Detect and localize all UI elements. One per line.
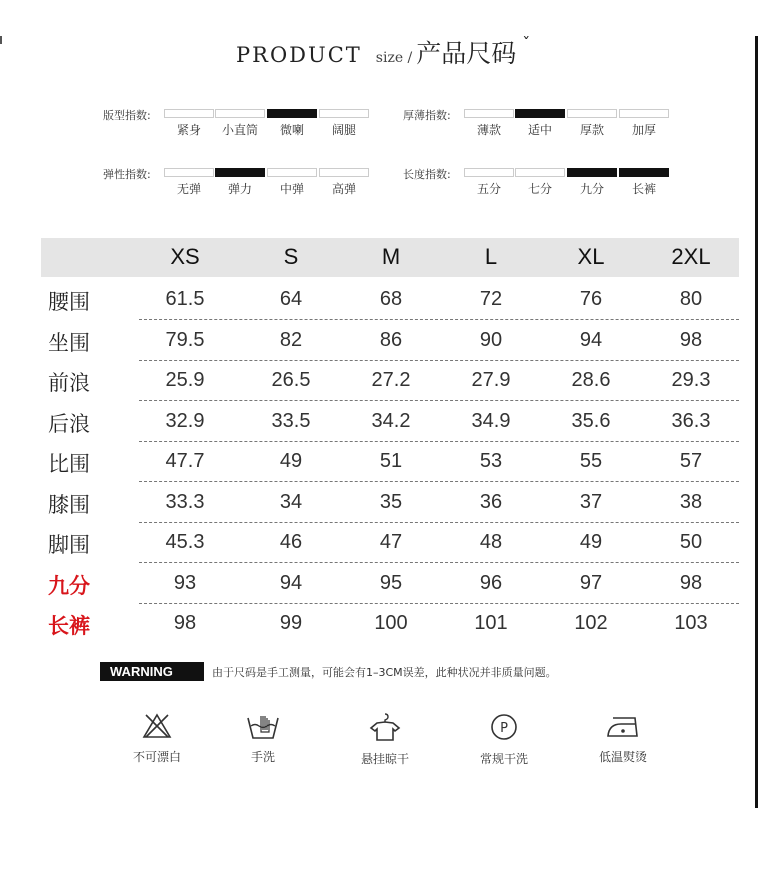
index-option: 七分	[527, 182, 552, 196]
table-cell: 27.2	[371, 369, 411, 391]
table-cell: 25.9	[165, 369, 205, 391]
table-cell: 51	[379, 450, 403, 472]
table-cell: 46	[279, 531, 303, 553]
table-cell: 95	[379, 571, 403, 594]
page-title	[236, 34, 530, 74]
table-cell: 98	[679, 571, 703, 594]
table-cell: 97	[579, 571, 603, 594]
index-indicator	[215, 109, 265, 118]
care-item	[112, 712, 202, 765]
index-indicator	[319, 109, 369, 118]
table-cell: 35.6	[571, 409, 611, 432]
care-item	[459, 712, 549, 767]
table-row	[41, 523, 739, 563]
index-option: 高弹	[331, 182, 356, 196]
table-cell: 33.3	[165, 490, 205, 513]
index-option: 中弹	[279, 182, 304, 196]
index-indicator	[464, 109, 514, 118]
table-cell: 100	[374, 612, 408, 634]
table-row	[41, 280, 739, 320]
index-indicator	[515, 168, 565, 177]
table-cell: 94	[279, 571, 303, 594]
table-cell: 33.5	[271, 409, 311, 432]
table-cell: 61.5	[165, 288, 205, 310]
table-cell: 55	[579, 450, 603, 472]
index-indicator	[267, 109, 317, 118]
thickness-index	[403, 107, 703, 147]
table-cell: 29.3	[671, 369, 711, 391]
care-label: 不可漂白	[132, 750, 181, 764]
table-cell: 50	[679, 531, 703, 553]
index-indicator	[319, 168, 369, 177]
row-label: 脚围	[48, 533, 90, 557]
table-cell: 96	[479, 571, 503, 594]
table-cell: 34.9	[471, 409, 511, 432]
title-chevron: ˇ	[522, 34, 531, 53]
table-cell: 79.5	[165, 328, 205, 351]
row-label: 坐围	[48, 330, 90, 355]
size-column-header: M	[381, 244, 401, 269]
table-row	[41, 483, 739, 523]
index-option: 无弹	[176, 182, 201, 196]
table-cell: 101	[474, 612, 508, 634]
edge-mark	[0, 36, 2, 44]
index-option: 加厚	[631, 123, 656, 137]
low-iron-icon	[605, 712, 641, 740]
size-column-header: XS	[170, 244, 200, 269]
table-cell: 34.2	[371, 409, 411, 432]
hang-dry-icon	[368, 712, 402, 742]
table-row	[41, 442, 739, 482]
table-cell: 82	[279, 328, 303, 351]
table-cell: 36	[479, 490, 503, 513]
warning-notice	[100, 661, 557, 681]
care-item	[578, 712, 668, 765]
index-option: 小直筒	[221, 123, 258, 137]
hand-wash-icon	[246, 712, 280, 740]
row-label: 长裤	[48, 614, 90, 638]
table-row	[41, 604, 739, 644]
table-cell: 103	[674, 612, 708, 634]
table-cell: 80	[679, 288, 703, 310]
index-indicator	[267, 168, 317, 177]
index-indicator	[464, 168, 514, 177]
table-cell: 38	[679, 490, 703, 513]
table-cell: 27.9	[471, 369, 511, 391]
care-item	[218, 712, 308, 765]
length-index	[403, 166, 703, 206]
svg-text:P: P	[500, 721, 508, 736]
size-column-header: S	[283, 244, 299, 269]
table-cell: 72	[479, 288, 503, 310]
index-option: 弹力	[227, 182, 252, 196]
table-cell: 49	[279, 450, 303, 472]
table-cell: 47.7	[165, 450, 205, 472]
size-column-header: 2XL	[671, 244, 711, 269]
index-option: 五分	[476, 182, 501, 196]
index-option: 适中	[527, 123, 552, 137]
table-cell: 32.9	[165, 409, 205, 432]
table-cell: 90	[479, 328, 503, 351]
title-english: PRODUCT	[236, 43, 362, 67]
dry-clean-icon	[489, 712, 519, 742]
table-cell: 76	[579, 288, 603, 310]
index-option: 厚款	[579, 123, 604, 137]
row-label: 腰围	[48, 290, 90, 314]
index-option: 薄款	[476, 123, 501, 137]
title-size: size /	[375, 50, 413, 66]
table-row	[41, 564, 739, 604]
index-indicator	[164, 109, 214, 118]
table-cell: 93	[173, 571, 197, 594]
index-indicator	[215, 168, 265, 177]
care-label: 常规干洗	[479, 752, 528, 766]
care-label: 手洗	[250, 750, 275, 764]
no-bleach-icon	[142, 712, 172, 740]
table-cell: 98	[173, 612, 197, 634]
table-cell: 57	[679, 450, 703, 472]
table-row	[41, 361, 739, 401]
table-cell: 36.3	[671, 409, 711, 432]
index-indicator	[164, 168, 214, 177]
index-option: 九分	[579, 182, 604, 196]
table-cell: 86	[379, 328, 403, 351]
table-header	[41, 238, 739, 277]
table-cell: 64	[279, 288, 303, 310]
table-cell: 49	[579, 531, 603, 553]
row-label: 后浪	[48, 411, 90, 436]
table-cell: 45.3	[165, 531, 205, 553]
warning-text: 由于尺码是手工测量，可能会有1–3CM误差，此种状况并非质量问题。	[212, 665, 557, 679]
table-cell: 102	[574, 612, 608, 634]
table-row	[41, 321, 739, 361]
fit-index	[103, 107, 403, 147]
index-indicator	[619, 168, 669, 177]
row-label: 九分	[48, 573, 90, 598]
care-label: 低温熨烫	[598, 750, 647, 764]
table-cell: 48	[479, 531, 503, 553]
table-cell: 28.6	[571, 369, 611, 391]
table-cell: 53	[479, 450, 503, 472]
table-cell: 35	[379, 490, 403, 513]
size-column-header: L	[484, 244, 498, 269]
index-indicator	[619, 109, 669, 118]
table-cell: 94	[579, 328, 603, 351]
row-label: 比围	[48, 452, 90, 476]
row-label: 前浪	[48, 371, 90, 395]
index-indicator	[567, 168, 617, 177]
table-cell: 37	[579, 490, 603, 513]
index-option: 长裤	[631, 182, 656, 196]
elasticity-index	[103, 166, 403, 206]
index-option: 紧身	[176, 123, 201, 137]
row-label: 膝围	[48, 492, 90, 517]
table-cell: 47	[379, 531, 403, 553]
index-label: 版型指数:	[103, 109, 151, 122]
index-label: 厚薄指数:	[403, 109, 451, 122]
index-indicator	[567, 109, 617, 118]
index-label: 弹性指数:	[103, 168, 151, 181]
care-item	[340, 712, 430, 767]
table-cell: 34	[279, 490, 303, 513]
table-cell: 99	[279, 612, 303, 634]
table-cell: 26.5	[271, 369, 311, 391]
index-option: 阔腿	[331, 123, 356, 137]
warning-badge: WARNING	[100, 662, 204, 681]
index-option: 微喇	[279, 123, 304, 137]
table-row	[41, 402, 739, 442]
title-chinese: 产品尺码	[416, 39, 517, 68]
table-cell: 98	[679, 328, 703, 351]
index-label: 长度指数:	[403, 168, 451, 181]
table-cell: 68	[379, 288, 403, 310]
size-column-header: XL	[577, 244, 605, 269]
index-indicator	[515, 109, 565, 118]
care-label: 悬挂晾干	[360, 752, 409, 766]
